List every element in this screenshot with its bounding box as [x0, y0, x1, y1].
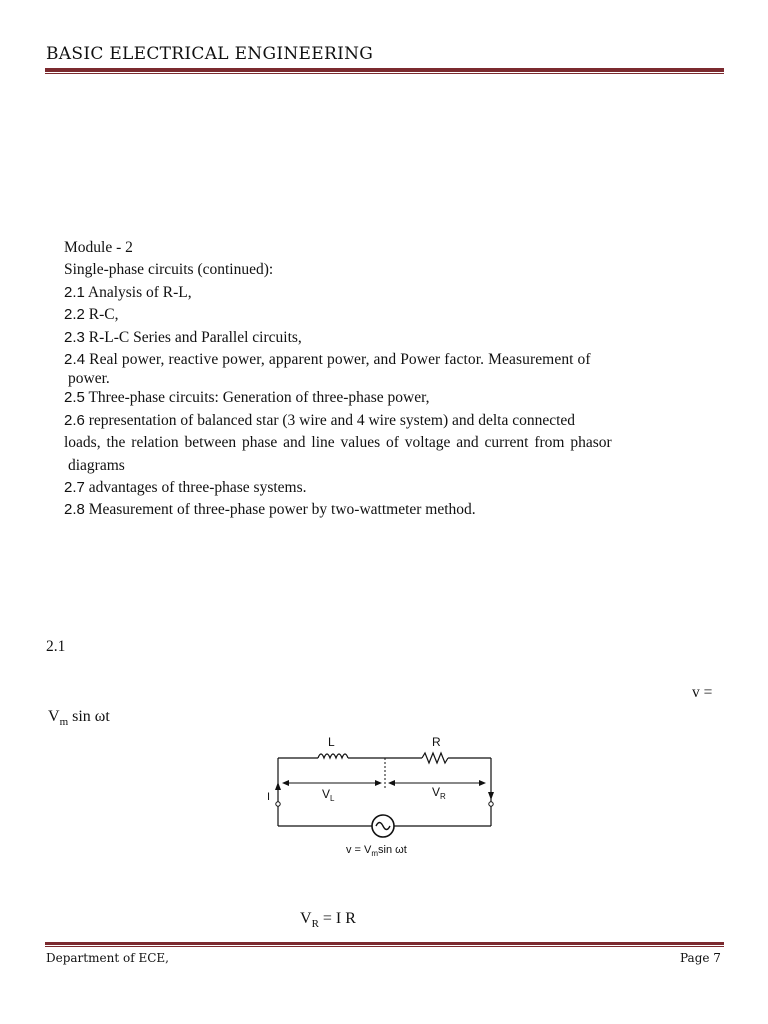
inductor-coil	[318, 754, 348, 758]
item-number: 2.5	[64, 389, 85, 407]
terminal-left	[276, 802, 280, 806]
item-text: Analysis of R-L,	[84, 283, 192, 301]
item-number: 2.2	[64, 306, 85, 324]
footer-page-number: Page 7	[680, 951, 721, 965]
item-number: 2.6	[64, 411, 85, 429]
vl-arrow-right-icon	[375, 780, 382, 786]
vr-rest: = I R	[318, 910, 356, 927]
contents-item	[64, 327, 704, 349]
footer-department: Department of ECE,	[46, 951, 169, 965]
footer-rule-thick	[45, 942, 724, 945]
label-vr: $V_R$	[432, 785, 446, 801]
voltage-equation-lhs: v =	[692, 684, 713, 701]
vm-subscript: m	[59, 716, 69, 729]
item-text: advantages of three-phase systems.	[84, 479, 307, 497]
header-rule-thin	[45, 73, 724, 74]
current-arrow-down-icon	[488, 792, 494, 800]
rl-circuit-diagram	[262, 728, 502, 860]
module-title: Module - 2	[64, 239, 133, 256]
contents-item	[64, 282, 704, 304]
contents-item	[64, 477, 704, 499]
vl-arrow-left-icon	[282, 780, 289, 786]
contents-item	[64, 349, 704, 371]
item-text: Three-phase circuits: Generation of three-phase power,	[84, 389, 430, 407]
label-resistor: R	[432, 735, 441, 749]
module-contents	[64, 237, 704, 522]
label-source: $v = V_m\sin$ ωt	[346, 844, 407, 858]
module-subtitle: Single-phase circuits (continued):	[64, 261, 274, 279]
item-number: 2.3	[64, 328, 85, 346]
footer-rule-thin	[45, 946, 724, 947]
item-number: 2.7	[64, 479, 85, 497]
item-continuation: diagrams	[68, 456, 125, 474]
resistor-zigzag	[422, 753, 448, 763]
label-vl: $V_L$	[322, 787, 335, 803]
contents-item	[64, 304, 704, 326]
item-continuation: loads, the relation between phase and line values of voltage and current from phasor	[64, 434, 612, 452]
item-text: R-L-C Series and Parallel circuits,	[84, 328, 302, 346]
item-number: 2.4	[64, 351, 86, 369]
vm-rest: sin ωt	[68, 708, 110, 725]
voltage-equation-rhs	[48, 708, 110, 728]
item-text: representation of balanced star (3 wire and 4 wire system) and delta connected	[84, 411, 576, 429]
label-inductor: L	[328, 735, 335, 749]
vr-symbol: V	[300, 910, 312, 927]
vr-arrow-left-icon	[388, 780, 395, 786]
label-current: I	[267, 791, 271, 803]
contents-item	[64, 410, 704, 432]
item-text: Measurement of three-phase power by two-wattmeter method.	[84, 501, 476, 519]
vm-symbol: V	[48, 708, 60, 725]
item-number: 2.8	[64, 501, 85, 519]
item-number: 2.1	[64, 283, 85, 301]
contents-item	[64, 499, 704, 521]
item-continuation: power.	[68, 370, 110, 388]
page-header-title: BASIC ELECTRICAL ENGINEERING	[46, 44, 374, 64]
header-rule-thick	[45, 68, 724, 72]
section-number: 2.1	[46, 638, 66, 655]
current-arrow-up-icon	[275, 782, 281, 790]
vr-subscript: R	[311, 918, 319, 931]
item-text: Real power, reactive power, apparent power, and Power factor. Measurement of	[85, 351, 591, 369]
terminal-right	[489, 802, 493, 806]
item-text: R-C,	[84, 306, 119, 324]
vr-arrow-right-icon	[479, 780, 486, 786]
resistor-voltage-equation	[300, 910, 356, 930]
contents-item	[64, 387, 704, 409]
